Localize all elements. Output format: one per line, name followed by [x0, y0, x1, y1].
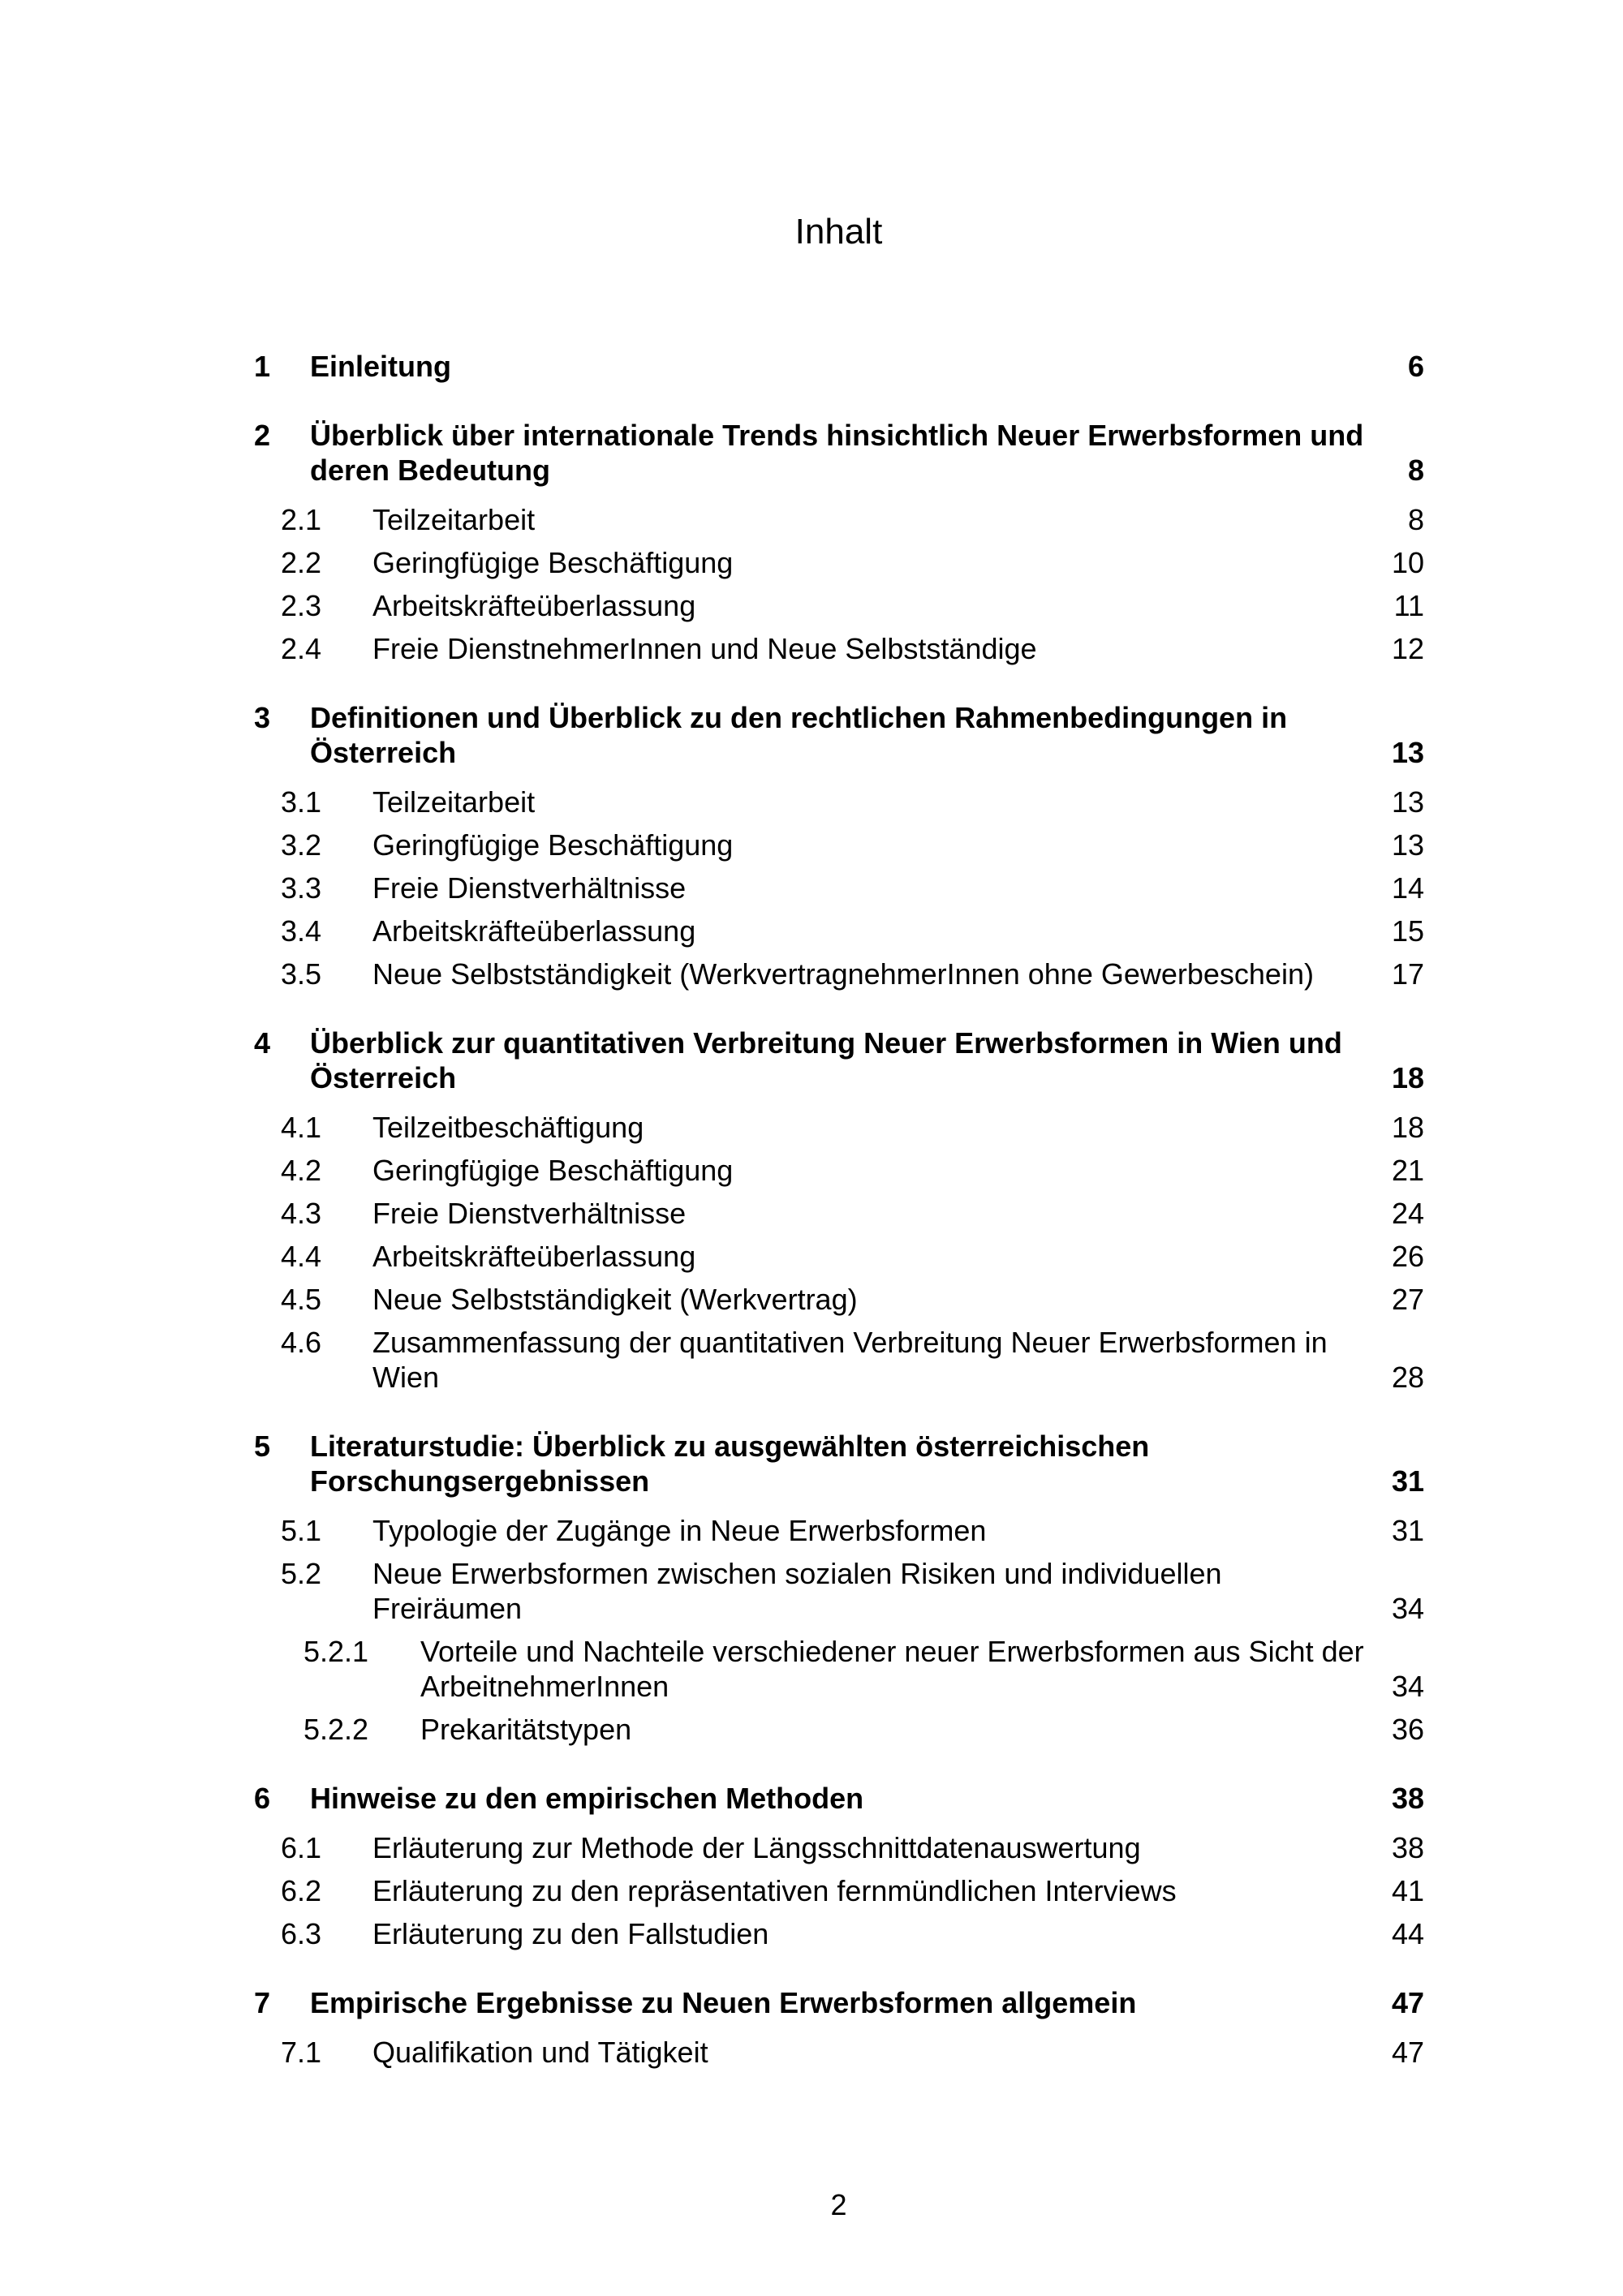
page-number: 2 — [830, 2188, 847, 2221]
toc-entry-number: 3.3 — [281, 871, 322, 905]
toc-entry-page: 26 — [1391, 1240, 1424, 1273]
toc-entry-number: 2.3 — [281, 589, 322, 622]
table-of-contents — [254, 349, 1424, 2078]
toc-entry-number: 5.2.2 — [304, 1713, 369, 1746]
toc-entry-page: 11 — [1393, 589, 1424, 622]
toc-entry-page: 15 — [1391, 914, 1424, 948]
toc-entry-title: Überblick zur quantitativen Verbreitung Neuer Erwerbsformen in Wien und Österreich — [310, 1026, 1342, 1094]
toc-entry-page: 8 — [1407, 454, 1424, 487]
toc-entry-title: Freie DienstnehmerInnen und Neue Selbstständige — [372, 632, 1037, 665]
toc-entry[interactable] — [254, 2035, 1424, 2070]
toc-entry-number: 1 — [254, 350, 271, 383]
toc-entry[interactable] — [254, 871, 1424, 905]
toc-entry-title: Teilzeitarbeit — [372, 503, 536, 536]
toc-entry[interactable] — [254, 914, 1424, 948]
toc-entry[interactable] — [254, 1282, 1424, 1317]
toc-entry-number: 6 — [254, 1782, 271, 1815]
toc-entry[interactable] — [254, 1196, 1424, 1231]
toc-entry-title: Vorteile und Nachteile verschiedener neuer Erwerbsformen aus Sicht der ArbeitnehmerInnen — [420, 1635, 1364, 1703]
toc-entry[interactable] — [254, 502, 1424, 537]
toc-entry-page: 6 — [1407, 350, 1424, 383]
toc-entry-page: 21 — [1391, 1154, 1424, 1187]
toc-entry[interactable] — [254, 1712, 1424, 1747]
toc-entry-title: Überblick über internationale Trends hinsichtlich Neuer Erwerbsformen und deren Bedeutung — [310, 419, 1364, 487]
toc-entry[interactable] — [254, 1985, 1424, 2020]
toc-entry-page: 12 — [1391, 632, 1424, 665]
toc-entry-title: Arbeitskräfteüberlassung — [372, 1240, 696, 1273]
toc-entry-number: 2.4 — [281, 632, 322, 665]
toc-entry-page: 38 — [1391, 1831, 1424, 1864]
toc-entry-title: Literaturstudie: Überblick zu ausgewählten österreichischen Forschungsergebnissen — [310, 1430, 1150, 1498]
toc-entry-page: 38 — [1391, 1782, 1424, 1815]
toc-entry-title: Geringfügige Beschäftigung — [372, 1154, 734, 1187]
toc-entry-page: 24 — [1391, 1197, 1424, 1230]
toc-entry-page: 10 — [1391, 546, 1424, 579]
toc-entry-page: 8 — [1407, 503, 1424, 536]
toc-entry-number: 3.1 — [281, 785, 322, 819]
toc-entry-page: 28 — [1391, 1361, 1424, 1394]
toc-entry-title: Teilzeitarbeit — [372, 785, 536, 819]
toc-entry-title: Typologie der Zugänge in Neue Erwerbsformen — [372, 1514, 987, 1547]
toc-entry-title: Einleitung — [310, 350, 451, 383]
toc-entry-page: 36 — [1391, 1713, 1424, 1746]
toc-entry-page: 14 — [1391, 871, 1424, 905]
toc-entry[interactable] — [254, 631, 1424, 666]
toc-entry-title: Neue Selbstständigkeit (WerkvertragnehmerInnen ohne Gewerbeschein) — [372, 957, 1314, 991]
toc-entry-title: Teilzeitbeschäftigung — [372, 1111, 644, 1144]
toc-entry[interactable] — [254, 1429, 1424, 1498]
toc-entry-number: 5 — [254, 1430, 271, 1463]
toc-entry-number: 3.5 — [281, 957, 322, 991]
toc-entry-title: Freie Dienstverhältnisse — [372, 1197, 687, 1230]
toc-entry[interactable] — [254, 588, 1424, 623]
toc-entry-page: 13 — [1391, 736, 1424, 769]
toc-entry-title: Geringfügige Beschäftigung — [372, 828, 734, 862]
toc-entry-page: 27 — [1391, 1283, 1424, 1316]
toc-entry-title: Erläuterung zu den repräsentativen fernmündlichen Interviews — [372, 1874, 1177, 1907]
toc-entry-page: 17 — [1391, 957, 1424, 991]
toc-entry[interactable] — [254, 545, 1424, 580]
toc-entry-number: 5.1 — [281, 1514, 322, 1547]
toc-entry-number: 3.2 — [281, 828, 322, 862]
toc-entry[interactable] — [254, 700, 1424, 770]
toc-entry-page: 41 — [1391, 1874, 1424, 1907]
toc-entry-number: 4.4 — [281, 1240, 322, 1273]
toc-entry-page: 13 — [1391, 828, 1424, 862]
toc-entry[interactable] — [254, 1025, 1424, 1095]
toc-entry-number: 7 — [254, 1986, 271, 2019]
toc-entry-number: 4.5 — [281, 1283, 322, 1316]
toc-entry-title: Neue Erwerbsformen zwischen sozialen Risiken und individuellen Freiräumen — [372, 1557, 1222, 1625]
toc-entry[interactable] — [254, 785, 1424, 819]
toc-entry-number: 2.1 — [281, 503, 322, 536]
toc-entry-page: 44 — [1391, 1917, 1424, 1950]
toc-entry-number: 4.1 — [281, 1111, 322, 1144]
toc-entry-number: 2 — [254, 419, 271, 452]
toc-entry-number: 5.2 — [281, 1557, 322, 1590]
toc-entry-page: 18 — [1391, 1111, 1424, 1144]
toc-entry[interactable] — [254, 1634, 1424, 1704]
toc-entry-title: Zusammenfassung der quantitativen Verbreitung Neuer Erwerbsformen in Wien — [372, 1326, 1328, 1394]
toc-entry-page: 31 — [1391, 1464, 1424, 1498]
toc-entry-page: 31 — [1391, 1514, 1424, 1547]
toc-entry[interactable] — [254, 1513, 1424, 1548]
toc-entry-number: 3.4 — [281, 914, 322, 948]
toc-entry-title: Arbeitskräfteüberlassung — [372, 589, 696, 622]
toc-entry-number: 4.3 — [281, 1197, 322, 1230]
toc-entry-page: 18 — [1391, 1061, 1424, 1094]
toc-entry[interactable] — [254, 418, 1424, 488]
toc-entry-number: 4.6 — [281, 1326, 322, 1359]
toc-entry[interactable] — [254, 1830, 1424, 1865]
toc-entry-title: Erläuterung zu den Fallstudien — [372, 1917, 769, 1950]
toc-entry[interactable] — [254, 1110, 1424, 1145]
toc-entry-title: Hinweise zu den empirischen Methoden — [310, 1782, 864, 1815]
toc-entry[interactable] — [254, 349, 1424, 384]
toc-entry-page: 34 — [1391, 1592, 1424, 1625]
toc-entry-number: 7.1 — [281, 2036, 322, 2069]
toc-entry[interactable] — [254, 1873, 1424, 1908]
toc-entry[interactable] — [254, 1916, 1424, 1951]
toc-entry-page: 47 — [1391, 2036, 1424, 2069]
toc-entry-number: 6.1 — [281, 1831, 322, 1864]
toc-entry-title: Erläuterung zur Methode der Längsschnittdatenauswertung — [372, 1831, 1141, 1864]
toc-entry-number: 2.2 — [281, 546, 322, 579]
toc-entry-page: 13 — [1391, 785, 1424, 819]
toc-entry[interactable] — [254, 957, 1424, 991]
toc-entry-title: Geringfügige Beschäftigung — [372, 546, 734, 579]
toc-entry[interactable] — [254, 1556, 1424, 1626]
toc-entry-title: Empirische Ergebnisse zu Neuen Erwerbsformen allgemein — [310, 1986, 1137, 2019]
page-title: Inhalt — [794, 212, 883, 252]
toc-entry-title: Definitionen und Überblick zu den rechtlichen Rahmenbedingungen in Österreich — [310, 701, 1288, 769]
toc-entry-number: 3 — [254, 701, 271, 734]
toc-entry-number: 4.2 — [281, 1154, 322, 1187]
toc-entry-title: Arbeitskräfteüberlassung — [372, 914, 696, 948]
toc-entry[interactable] — [254, 1781, 1424, 1816]
toc-entry[interactable] — [254, 1239, 1424, 1274]
toc-entry[interactable] — [254, 1153, 1424, 1188]
toc-entry-number: 6.3 — [281, 1917, 322, 1950]
toc-entry-number: 4 — [254, 1026, 271, 1060]
toc-entry-page: 34 — [1391, 1670, 1424, 1703]
toc-entry-title: Prekaritätstypen — [420, 1713, 632, 1746]
toc-entry-page: 47 — [1391, 1986, 1424, 2019]
toc-entry-title: Neue Selbstständigkeit (Werkvertrag) — [372, 1283, 858, 1316]
toc-entry-number: 6.2 — [281, 1874, 322, 1907]
toc-entry[interactable] — [254, 828, 1424, 862]
toc-entry-title: Freie Dienstverhältnisse — [372, 871, 687, 905]
toc-entry-title: Qualifikation und Tätigkeit — [372, 2036, 708, 2069]
toc-entry[interactable] — [254, 1325, 1424, 1395]
toc-entry-number: 5.2.1 — [304, 1635, 369, 1668]
